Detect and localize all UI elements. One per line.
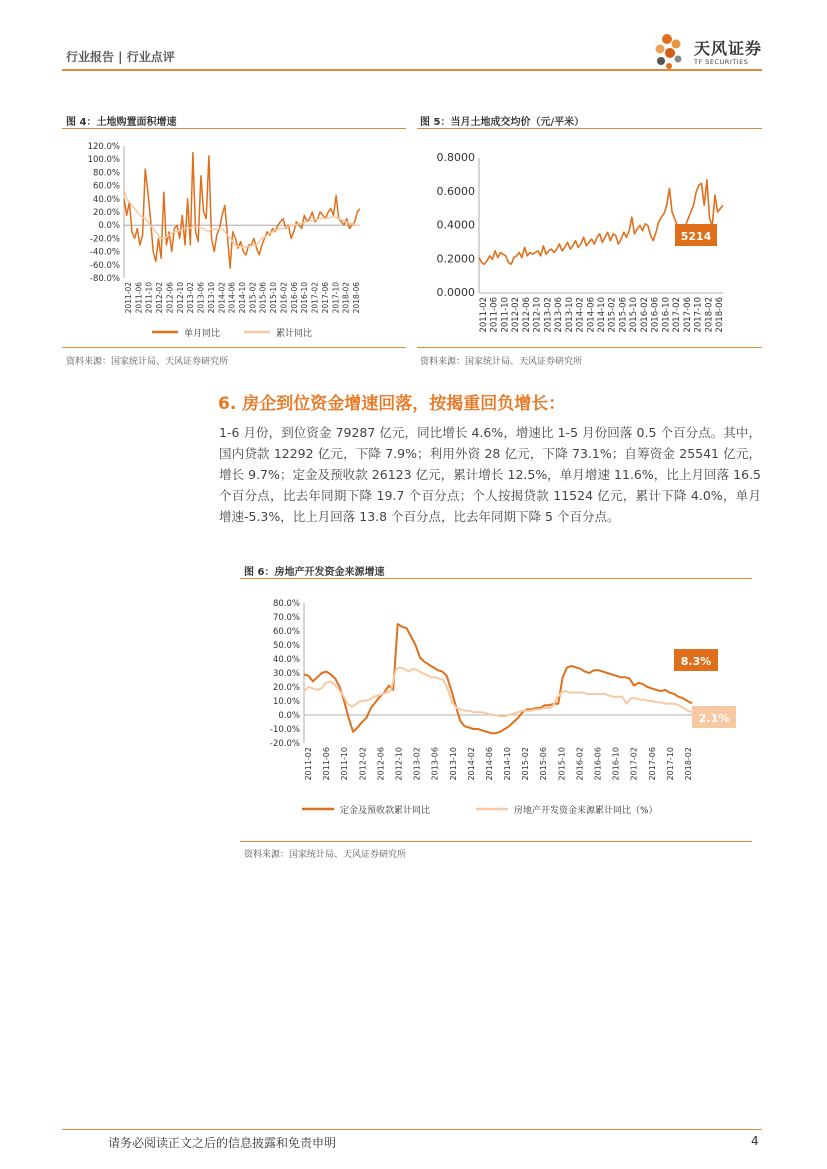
x-tick-label: 2018-02 xyxy=(684,747,693,781)
series-line-1 xyxy=(124,153,360,269)
x-tick-label: 2015-10 xyxy=(629,297,640,333)
x-tick-label: 2016-02 xyxy=(575,747,585,781)
x-tick-label: 2011-10 xyxy=(340,747,350,781)
x-tick-label: 2014-10 xyxy=(503,747,513,781)
fig6-title: 图 6：房地产开发资金来源增速 xyxy=(244,567,385,578)
x-tick-label: 2015-02 xyxy=(248,282,258,314)
x-tick-label: 2011-02 xyxy=(479,297,489,333)
x-tick-label: 2015-06 xyxy=(618,297,629,333)
section-title: 6. 房企到位资金增速回落，按揭重回负增长： xyxy=(218,394,566,414)
y-tick-label: 50.0% xyxy=(272,641,300,651)
x-tick-label: 2013-06 xyxy=(554,297,565,333)
fig4-chart xyxy=(62,130,408,345)
x-tick-label: 2013-02 xyxy=(412,747,422,781)
y-tick-label: -60.0% xyxy=(89,260,120,271)
x-tick-label: 2012-02 xyxy=(155,282,165,314)
y-tick-label: 40.0% xyxy=(92,194,120,205)
x-tick-label: 2012-10 xyxy=(394,747,404,781)
x-tick-label: 2011-06 xyxy=(322,747,332,781)
y-tick-label: 100.0% xyxy=(87,155,120,166)
footer-divider xyxy=(62,1129,762,1130)
legend-label-1: 定金及预收款累计同比 xyxy=(340,806,431,816)
x-tick-label: 2017-10 xyxy=(331,282,341,314)
x-tick-label: 2017-02 xyxy=(629,747,639,781)
fig4-title-line xyxy=(62,128,406,129)
y-tick-label: -40.0% xyxy=(89,247,120,258)
annotation-label: 5214 xyxy=(680,230,712,243)
fig5-chart xyxy=(417,130,762,345)
x-tick-label: 2018-06 xyxy=(715,297,725,333)
label-text-2: 2.1% xyxy=(698,712,730,725)
x-tick-label: 2013-06 xyxy=(430,747,440,781)
x-tick-label: 2014-06 xyxy=(586,297,597,333)
x-tick-label: 2015-02 xyxy=(521,747,531,781)
section-paragraph: 1-6 月份，到位资金 79287 亿元，同比增长 4.6%，增速比 1-5 月份回落 0.5 个百分点。其中，国内贷款 12292 亿元，下降 7.9%；利用外资 28 亿元，下降 73.1%；自筹资金 25541 亿元，增长 9.7%；定金及预收款 26123 亿元，累计增长 12.5%，单月增速 11.6%，比上月回落 16.5 个百分点，比去年同期下降 19.7 个百分点；个人按揭贷款 11524 亿元，累计下降 4.0%，单月增速-5.3%，比上月回落 13.8 个百分点，比去年同期下降 5 个百分点。 xyxy=(219,425,761,524)
y-tick-label: 20.0% xyxy=(92,208,120,218)
x-tick-label: 2015-06 xyxy=(539,747,549,781)
x-tick-label: 2015-06 xyxy=(258,282,268,314)
fig4-source: 资料来源：国家统计局、天风证券研究所 xyxy=(66,357,229,367)
x-tick-label: 2017-06 xyxy=(647,747,657,781)
y-tick-label: 0.2000 xyxy=(436,252,475,266)
y-tick-label: -80.0% xyxy=(89,274,120,284)
x-tick-label: 2016-06 xyxy=(650,297,661,333)
fig4-bottom-line xyxy=(62,347,406,348)
x-tick-label: 2014-10 xyxy=(597,297,607,333)
x-tick-label: 2016-10 xyxy=(611,747,621,781)
legend-label-2: 房地产开发资金来源累计同比（%） xyxy=(514,806,658,816)
x-tick-label: 2016-06 xyxy=(289,282,299,314)
legend-label-2: 累计同比 xyxy=(276,329,313,339)
footer-disclaimer: 请务必阅读正文之后的信息披露和免责申明 xyxy=(108,1136,337,1150)
label-text-1: 8.3% xyxy=(680,655,712,668)
x-tick-label: 2012-02 xyxy=(358,747,368,781)
header-breadcrumb: 行业报告 | 行业点评 xyxy=(66,50,175,64)
y-tick-label: -10.0% xyxy=(269,725,300,735)
fig6-chart xyxy=(240,580,752,838)
x-tick-label: 2014-02 xyxy=(575,297,586,333)
x-tick-label: 2014-06 xyxy=(484,747,494,781)
x-tick-label: 2017-02 xyxy=(672,297,683,333)
x-tick-label: 2012-10 xyxy=(175,282,185,314)
y-tick-label: 60.0% xyxy=(92,181,120,192)
x-tick-label: 2018-02 xyxy=(341,282,351,314)
x-tick-label: 2013-10 xyxy=(206,282,216,314)
series-line-1 xyxy=(304,624,692,733)
y-tick-label: 0.6000 xyxy=(436,184,475,198)
x-tick-label: 2015-10 xyxy=(557,747,567,781)
fig6-source: 资料来源：国家统计局、天风证券研究所 xyxy=(244,850,407,860)
fig6-title-line xyxy=(240,578,752,579)
x-tick-label: 2012-02 xyxy=(511,297,522,333)
fig6-bottom-line xyxy=(240,841,752,842)
x-tick-label: 2014-02 xyxy=(466,747,476,781)
x-tick-label: 2016-02 xyxy=(639,297,650,333)
x-tick-label: 2015-02 xyxy=(607,297,618,333)
y-tick-label: 80.0% xyxy=(92,168,120,179)
x-tick-label: 2014-06 xyxy=(227,282,237,314)
series-line-2 xyxy=(124,189,360,248)
y-tick-label: 0.0% xyxy=(278,711,300,721)
y-tick-label: 70.0% xyxy=(272,613,300,623)
fig5-title-line xyxy=(417,128,762,129)
logo-name: 天风证券 xyxy=(694,39,763,58)
x-tick-label: 2017-10 xyxy=(693,297,704,333)
x-tick-label: 2012-06 xyxy=(521,297,532,333)
x-tick-label: 2012-06 xyxy=(165,282,175,314)
x-tick-label: 2011-10 xyxy=(500,297,511,333)
x-tick-label: 2016-10 xyxy=(300,282,310,314)
x-tick-label: 2016-10 xyxy=(661,297,672,333)
x-tick-label: 2017-06 xyxy=(320,282,330,314)
x-tick-label: 2017-06 xyxy=(682,297,693,333)
fig5-source: 资料来源：国家统计局、天风证券研究所 xyxy=(420,357,583,367)
y-tick-label: 120.0% xyxy=(87,142,120,152)
page-number: 4 xyxy=(751,1134,759,1148)
x-tick-label: 2013-02 xyxy=(543,297,554,333)
x-tick-label: 2013-10 xyxy=(564,297,575,333)
x-tick-label: 2011-06 xyxy=(489,297,500,333)
x-tick-label: 2015-10 xyxy=(269,282,279,314)
x-tick-label: 2018-06 xyxy=(352,282,361,314)
x-tick-label: 2018-02 xyxy=(704,297,715,333)
x-tick-label: 2012-06 xyxy=(376,747,386,781)
y-tick-label: 0.4000 xyxy=(436,218,475,232)
x-tick-label: 2014-02 xyxy=(217,282,227,314)
x-tick-label: 2016-02 xyxy=(279,282,289,314)
fig5-bottom-line xyxy=(417,347,762,348)
x-tick-label: 2011-10 xyxy=(144,282,154,314)
y-tick-label: 60.0% xyxy=(272,627,300,637)
y-tick-label: 0.0% xyxy=(98,221,120,232)
y-tick-label: 10.0% xyxy=(272,697,300,707)
series-line-2 xyxy=(304,667,692,716)
x-tick-label: 2016-06 xyxy=(593,747,603,781)
x-tick-label: 2013-10 xyxy=(448,747,458,781)
legend-label-1: 单月同比 xyxy=(184,329,221,339)
y-tick-label: -20.0% xyxy=(269,739,300,749)
x-tick-label: 2011-06 xyxy=(134,282,144,314)
x-tick-label: 2011-02 xyxy=(124,282,133,314)
y-tick-label: 30.0% xyxy=(272,669,300,679)
series-line-1 xyxy=(479,180,723,264)
y-tick-label: 20.0% xyxy=(272,683,300,693)
y-tick-label: -20.0% xyxy=(89,234,120,245)
x-tick-label: 2013-06 xyxy=(196,282,206,314)
x-tick-label: 2011-02 xyxy=(304,747,313,781)
x-tick-label: 2013-02 xyxy=(186,282,196,314)
fig4-title: 图 4：土地购置面积增速 xyxy=(66,117,177,128)
y-tick-label: 40.0% xyxy=(272,655,300,665)
fig5-title: 图 5：当月土地成交均价（元/平米） xyxy=(420,117,585,128)
x-tick-label: 2014-10 xyxy=(238,282,247,314)
x-tick-label: 2017-10 xyxy=(665,747,675,781)
x-tick-label: 2012-10 xyxy=(532,297,543,333)
x-tick-label: 2017-02 xyxy=(310,282,320,314)
logo-subtitle: TF SECURITIES xyxy=(694,58,749,66)
y-tick-label: 80.0% xyxy=(272,599,300,609)
y-tick-label: 0.0000 xyxy=(436,286,475,299)
y-tick-label: 0.8000 xyxy=(436,151,475,164)
